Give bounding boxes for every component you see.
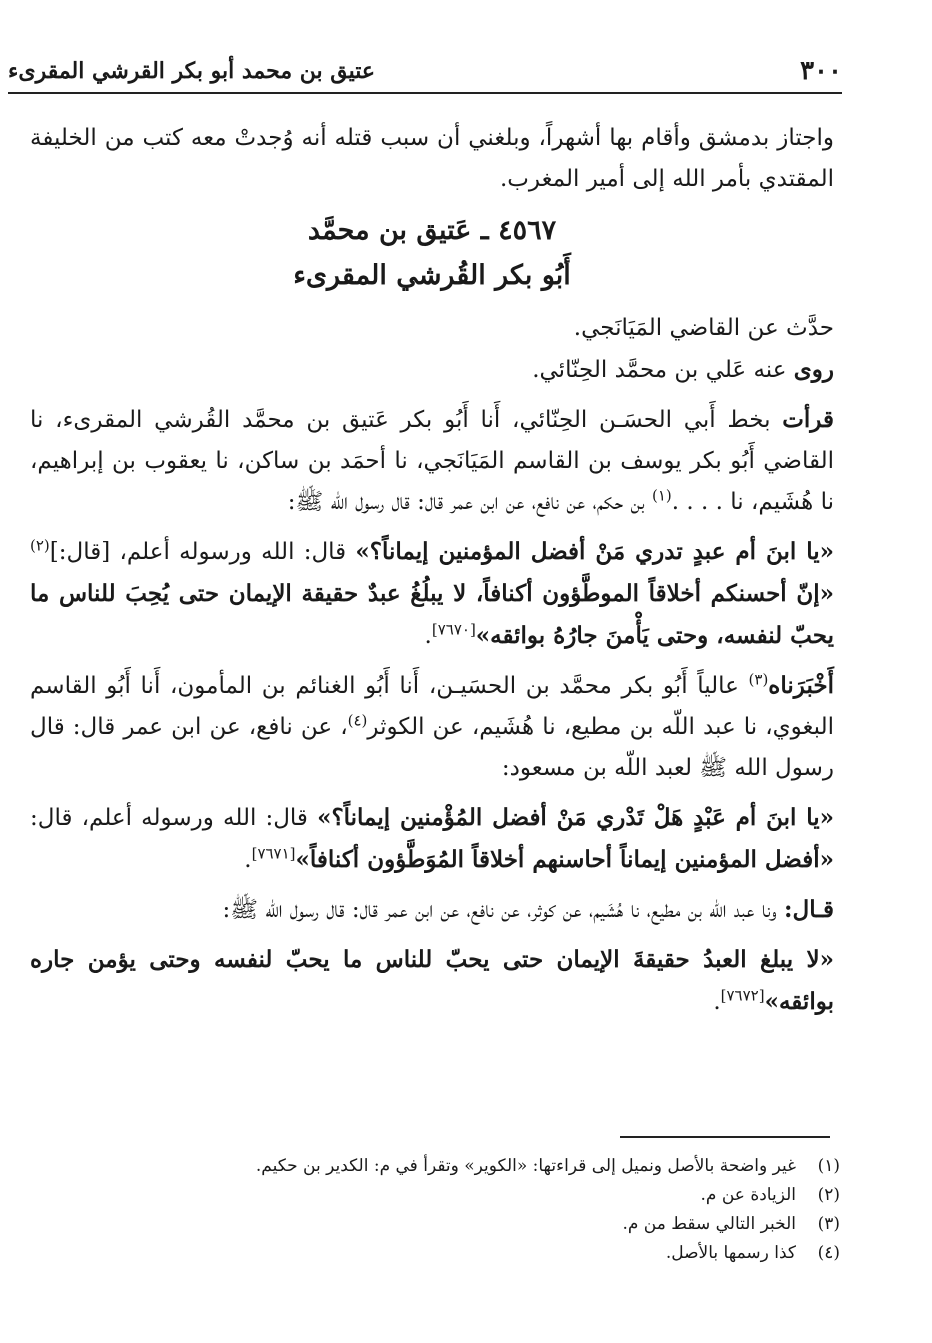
paragraph-text: ونا عبد اللّه بن مطيع، نا هُشَيم، عن كوثر، عن نافع، عن ابن عمر قال: قال رسول الله ﷺ: (222, 897, 785, 923)
paragraph-lead-word: أَخْبَرَناه (768, 672, 834, 699)
page-number: ٣٠٠ (800, 56, 842, 86)
footnote-number: (٢) (817, 1185, 840, 1205)
footnote-marker[interactable]: (١) (651, 486, 672, 505)
paragraph-isnad-1 (30, 399, 834, 523)
footnote-separator (620, 1136, 830, 1138)
paragraph-hadith-2 (30, 797, 834, 881)
hadith-text: «يا ابنَ أم عبدٍ تدري مَنْ أفضل المؤمنين إيماناً؟» (355, 538, 834, 565)
paragraph-hadith-1 (30, 531, 834, 657)
hadith-text: «يا ابنَ أم عَبْدٍ هَلْ تَدْري مَنْ أفضل المُؤْمنين إيماناً؟» (317, 804, 834, 831)
hadith-reference-number: [٧٦٧٠] (431, 620, 476, 639)
paragraph-end: . (424, 623, 432, 649)
footnote-text: غير واضحة بالأصل ونميل إلى قراءتها: «الكوير» وتقرأ في م: الكدير بن حكيم. (255, 1156, 796, 1176)
hadith-reference-number: [٧٦٧١] (251, 844, 296, 863)
paragraph-text: بخط أَبي الحسَـن الحِنّائي، أَنا أَبُو بكر عَتيق بن محمَّد القُرشي المقرىء، نا القاضي أَبُو بكر يوسف بن القاسم المَيَانَجي، نا أحمَد بن ساكن، نا يعقوب بن إبراهيم، نا هُشَيم، نا . . . . (30, 407, 834, 515)
footnote-number: (١) (817, 1156, 840, 1176)
paragraph-text: ، عن نافع، عن ابن عمر قال: قال رسول الله ﷺ لعبد اللّه بن مسعود: (30, 714, 834, 781)
main-text (30, 118, 834, 1023)
intro-text: واجتاز بدمشق وأقام بها أشهراً، وبلغني أن سبب قتله أنه وُجدتْ معه كتب من الخليفة المقتدي بأمر الله إلى أمير المغرب. (30, 125, 834, 192)
footnote-number: (٤) (817, 1243, 840, 1263)
paragraph-isnad-3 (30, 889, 834, 931)
paragraph-end: . (713, 989, 721, 1015)
entry-heading-name: ٤٥٦٧ ـ عَتيق بن محمَّد (307, 215, 557, 246)
paragraph-hadith-3 (30, 939, 834, 1023)
footnote-3 (200, 1210, 840, 1239)
hadith-reference-number: [٧٦٧٢] (720, 986, 765, 1005)
page-header (8, 50, 842, 94)
paragraph-text: عالياً أَبُو بكر محمَّد بن الحسَيـن، أَنا أَبُو الغنائم بن المأمون، أَنا أَبُو القاسم البغوي، نا عبد اللّه بن مطيع، نا هُشَيم، عن الكوثر (30, 673, 834, 740)
paragraph-text: قال: الله ورسوله أعلم، قال: (30, 805, 318, 831)
entry-heading (30, 208, 834, 298)
paragraph-end: . (244, 847, 252, 873)
footnote-4 (200, 1239, 840, 1268)
hadith-text: «لا يبلغ العبدُ حقيقةَ الإيمان حتى يحبّ للناس ما يحبّ لنفسه وحتى يؤمن جاره بوائقه» (30, 946, 834, 1015)
hadith-text: «إنّ أحسنكم أخلاقاً الموطَّؤون أكنافاً، لا يبلُغُ عبدٌ حقيقة الإيمان حتى يُحِبَ للناس ما يحبّ لنفسه، وحتى يَأْمنَ جارُهُ بوائقه» (30, 580, 834, 649)
paragraph-isnad-2 (30, 665, 834, 789)
footnote-number: (٣) (817, 1214, 840, 1234)
footnote-marker[interactable]: (٣) (748, 670, 769, 689)
hadith-text: «أفضل المؤمنين إيماناً أحاسنهم أخلاقاً المُوَطَّؤون أكنافاً» (295, 846, 834, 873)
footnote-text: الزيادة عن م. (700, 1185, 796, 1205)
intro-paragraph (30, 118, 834, 200)
footnote-2 (200, 1181, 840, 1210)
paragraph-text: حدَّث عن القاضي المَيَانَجي. (573, 315, 834, 341)
footnote-text: الخبر التالي سقط من م. (622, 1214, 796, 1234)
footnote-1 (200, 1152, 840, 1181)
paragraph-text: بن حكم، عن نافع، عن ابن عمر قال: قال رسول الله ﷺ: (287, 489, 652, 515)
footnote-marker[interactable]: (٢) (30, 536, 50, 555)
paragraph-lead-word: قـال: (784, 896, 834, 923)
paragraph-text: عنه عَلي بن محمَّد الحِنّائي. (532, 357, 794, 383)
footnotes (200, 1152, 840, 1268)
footnote-marker[interactable]: (٤) (347, 711, 368, 730)
paragraph-narrated-by (30, 349, 834, 391)
entry-heading-kunya: أَبُو بكر القُرشي المقرىء (293, 260, 571, 291)
paragraph-narrated-from (30, 308, 834, 349)
paragraph-lead-word: روى (793, 356, 834, 383)
footnote-text: كذا رسمها بالأصل. (665, 1243, 796, 1263)
paragraph-lead-word: قرأت (782, 406, 834, 433)
running-title: عتيق بن محمد أبو بكر القرشي المقرىء (8, 58, 376, 84)
paragraph-text: قال: الله ورسوله أعلم، [قال:] (49, 539, 356, 565)
